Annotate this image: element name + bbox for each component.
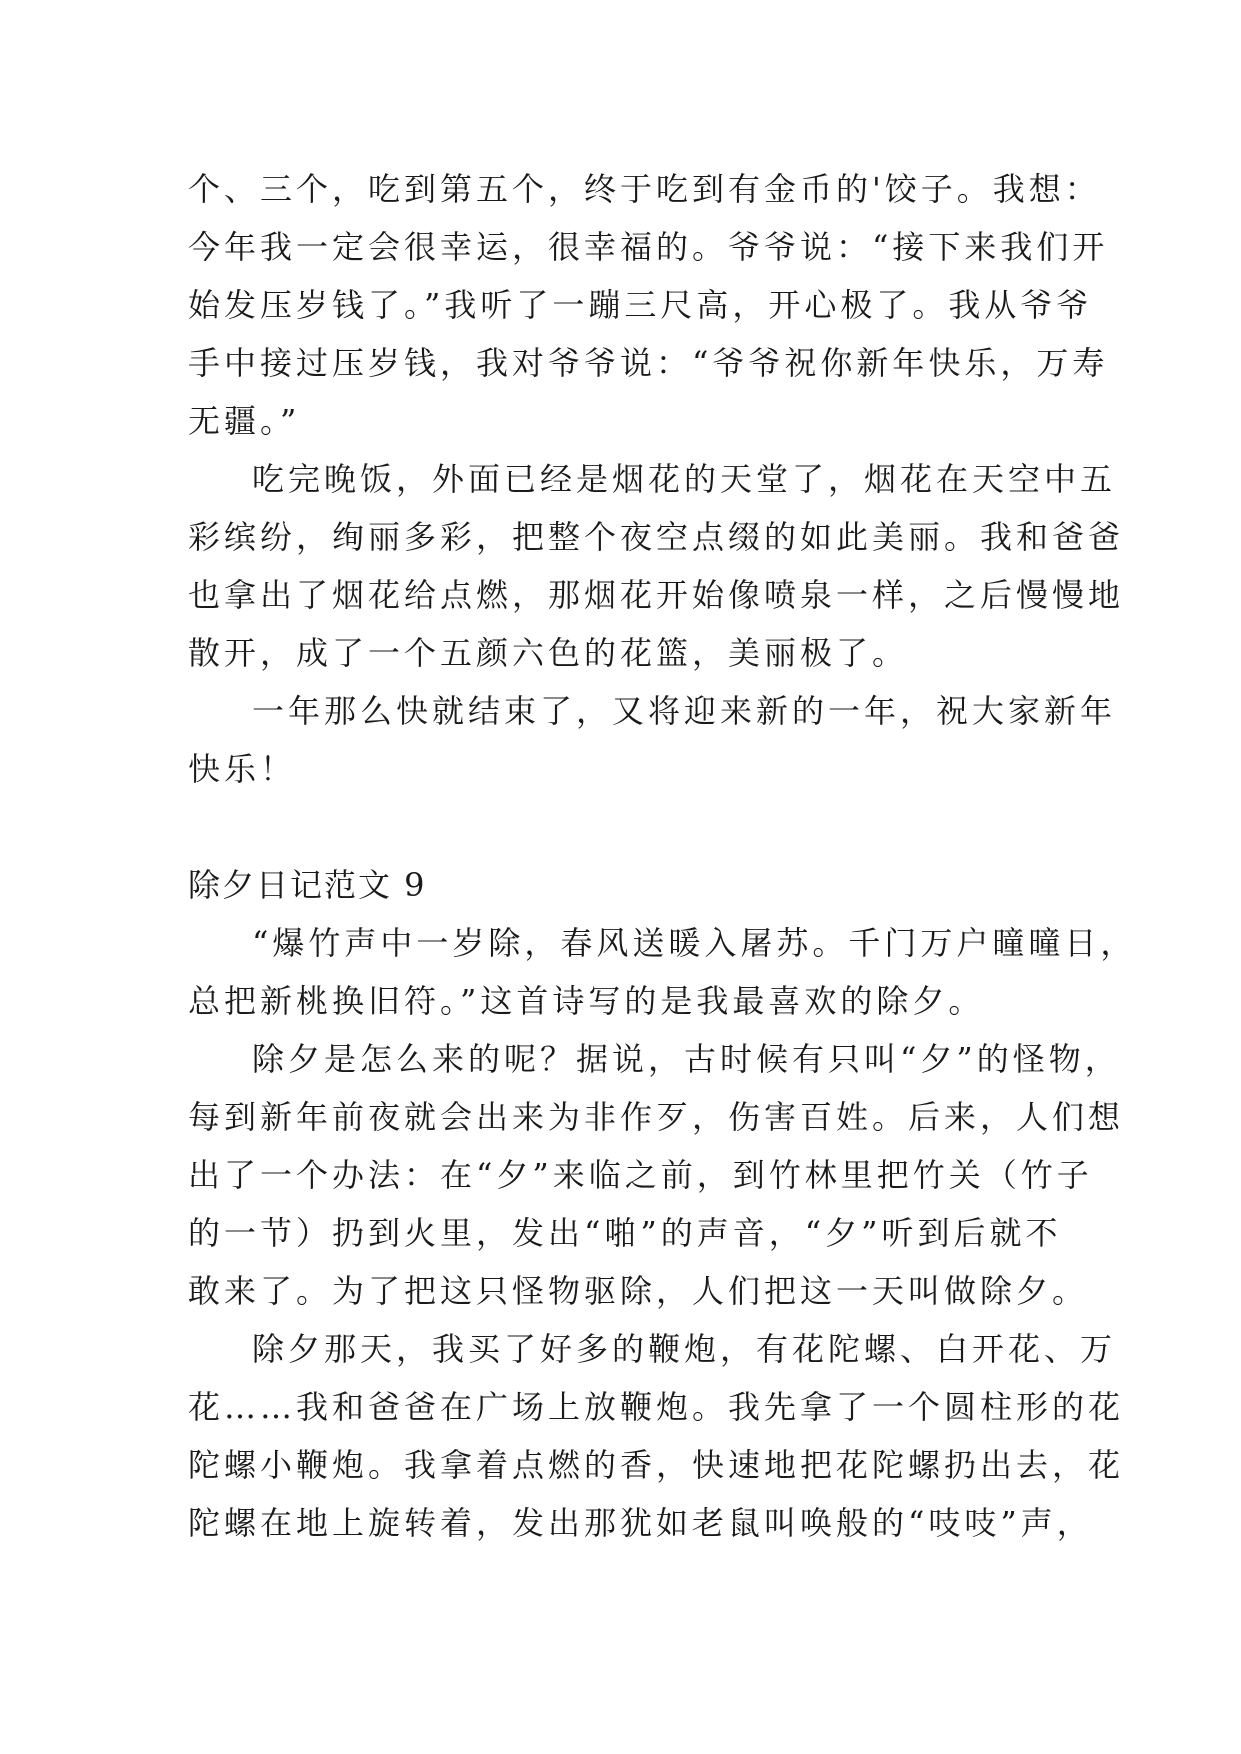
- text-line: 今年我一定会很幸运，很幸福的。爷爷说：“接下来我们开: [188, 228, 1109, 266]
- paragraph-new-year-wish: [188, 682, 1117, 798]
- text-line: 每到新年前夜就会出来为非作歹，伤害百姓。后来，人们想: [188, 1098, 1125, 1136]
- text-line: 吃完晚饭，外面已经是烟花的天堂了，烟花在天空中五: [252, 460, 1117, 498]
- text-line: 陀螺在地上旋转着，发出那犹如老鼠叫唤般的“吱吱”声，: [188, 1504, 1093, 1542]
- text-line: 陀螺小鞭炮。我拿着点燃的香，快速地把花陀螺扔出去，花: [188, 1446, 1125, 1484]
- paragraph-nian-legend: [188, 1030, 1125, 1320]
- text-line: 花……我和爸爸在广场上放鞭炮。我先拿了一个圆柱形的花: [188, 1388, 1125, 1426]
- text-line: 散开，成了一个五颜六色的花篮，美丽极了。: [188, 634, 909, 672]
- text-line: 手中接过压岁钱，我对爷爷说：“爷爷祝你新年快乐，万寿: [188, 344, 1109, 382]
- paragraph-fireworks: [188, 450, 1125, 682]
- text-line: 彩缤纷，绚丽多彩，把整个夜空点缀的如此美丽。我和爸爸: [188, 518, 1125, 556]
- paragraph-spacer: [188, 798, 1058, 856]
- text-line: 的一节）扔到火里，发出“啪”的声音，“夕”听到后就不: [188, 1214, 1062, 1252]
- text-line: 快乐！: [188, 750, 297, 788]
- paragraph-poem: [188, 914, 1137, 1030]
- text-line: 出了一个办法：在“夕”来临之前，到竹林里把竹关（竹子: [188, 1156, 1093, 1194]
- text-line: “爆竹声中一岁除，春风送暖入屠苏。千门万户曈曈日，: [252, 924, 1137, 962]
- text-line: 无疆。”: [188, 402, 301, 440]
- text-line: 敢来了。为了把这只怪物驱除，人们把这一天叫做除夕。: [188, 1272, 1089, 1310]
- text-line: 除夕是怎么来的呢？据说，古时候有只叫“夕”的怪物，: [252, 1040, 1121, 1078]
- section-heading: 除夕日记范文 9: [188, 866, 427, 904]
- paragraph-firecrackers: [188, 1320, 1125, 1552]
- text-line: 总把新桃换旧符。”这首诗写的是我最喜欢的除夕。: [188, 982, 985, 1020]
- text-line: 始发压岁钱了。”我听了一蹦三尺高，开心极了。我从爷爷: [188, 286, 1093, 324]
- text-line: 除夕那天，我买了好多的鞭炮，有花陀螺、白开花、万: [252, 1330, 1117, 1368]
- paragraph-dumplings: [188, 160, 1109, 450]
- text-line: 也拿出了烟花给点燃，那烟花开始像喷泉一样，之后慢慢地: [188, 576, 1125, 614]
- text-line: 一年那么快就结束了，又将迎来新的一年，祝大家新年: [252, 692, 1117, 730]
- text-line: 个、三个，吃到第五个，终于吃到有金币的'饺子。我想：: [188, 170, 1101, 208]
- document-body: [188, 160, 1137, 1552]
